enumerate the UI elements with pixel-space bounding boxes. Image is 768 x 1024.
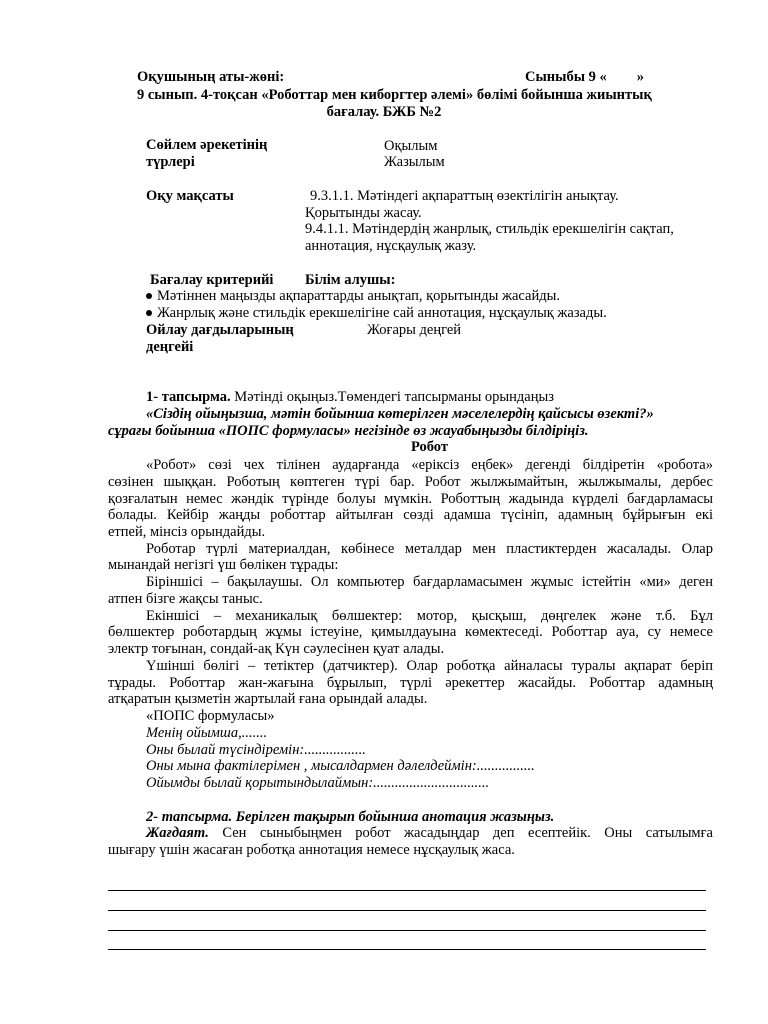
task1-heading [146, 388, 554, 406]
class-label-text: Сыныбы 9 « [525, 69, 607, 85]
text-p5-line3: атқаратын қызметін жартылай ғана орындай алады. [108, 691, 428, 707]
learning-goal-label: Оқу мақсаты [146, 188, 234, 204]
learning-goal-2a: 9.4.1.1. Мәтіндердің жанрлық, стильдік ерекшелігін сақтап, [305, 221, 674, 237]
thinking-level-label-2: деңгейі [146, 339, 194, 355]
speech-type-reading: Оқылым [384, 138, 438, 154]
answer-line[interactable] [108, 910, 706, 911]
thinking-level-label-1: Ойлау дағдыларының [146, 322, 294, 338]
page-title-line2: бағалау. БЖБ №2 [326, 104, 442, 120]
page-title-line1: 9 сынып. 4-тоқсан «Роботтар мен киборгтер әлемі» бөлімі бойынша жиынтық [137, 87, 652, 103]
learning-goal-1b: Қорытынды жасау. [305, 205, 422, 221]
criteria-item-1-text: Мәтіннен маңызды ақпараттарды анықтап, қорытынды жасайды. [157, 288, 560, 304]
learning-goal-2b: аннотация, нұсқаулық жазу. [305, 238, 477, 254]
task1-instruction: Мәтінді оқыңыз.Төмендегі тапсырманы орындаңыз [230, 389, 554, 405]
task1-label: 1- тапсырма. [146, 389, 231, 405]
class-label-close: » [636, 69, 645, 85]
text-p4-line2: бөлшектер роботардың жұмы істеуіне, қимылдауына көмектеседі. Роботтар ауа, су немесе [108, 624, 713, 640]
text-p5-line2: тұрады. Роботтар жан-жағына бұрылып, түрлі әрекеттер жасайды. Роботтар адамның [108, 675, 713, 691]
criteria-label: Бағалау критерийі [150, 272, 274, 288]
learning-goal-1a: 9.3.1.1. Мәтіндегі ақпараттың өзектілігін анықтау. [310, 188, 619, 204]
bullet-icon [146, 310, 152, 316]
task2-title: 2- тапсырма. Берілген тақырып бойынша анотация жазыңыз. [146, 809, 555, 825]
speech-types-label-1: Сөйлем әрекетінің [146, 137, 268, 153]
text-p1-line1: «Робот» сөзі чех тілінен аударғанда «еріксіз еңбек» дегенді білдіретін «робота» [146, 457, 713, 473]
learner-label: Білім алушы: [305, 272, 396, 288]
task1-question-line1: «Сіздің ойыңызша, мәтін бойынша көтерілген мәселелердің қайсысы өзекті?» [146, 406, 654, 422]
task2-situation-line1 [146, 824, 713, 842]
answer-line[interactable] [108, 949, 706, 950]
class-label [525, 68, 644, 86]
speech-types-label-2: түрлері [146, 154, 195, 170]
task1-question-line2: сұрағы бойынша «ПОПС формуласы» негізінде өз жауабыңызды білдіріңіз. [108, 423, 589, 439]
pops-line-2: Оны былай түсіндіремін:................. [146, 742, 366, 758]
answer-line[interactable] [108, 890, 706, 891]
student-name-label: Оқушының аты-жөні: [137, 69, 285, 85]
pops-title: «ПОПС формуласы» [146, 708, 275, 724]
text-p4-line1: Екіншісі – механикалық бөлшектер: мотор, қысқыш, дөңгелек және т.б. Бұл [146, 608, 713, 624]
text-p3-line1: Біріншісі – бақылаушы. Ол компьютер бағдарламасымен жұмыс істейтін «ми» деген [146, 574, 713, 590]
text-p2-line2: мынандай негізгі үш бөлікен тұрады: [108, 557, 339, 573]
text-title: Робот [411, 439, 448, 455]
text-p5-line1: Үшінші бөлігі – тетіктер (датчиктер). Олар роботқа айналасы туралы ақпарат беріп [146, 658, 713, 674]
text-p1-line2: сөзінен шыққан. Роботың көптеген түрі бар. Робот жылжымайтын, жылжымалы, дербес [108, 474, 713, 490]
pops-line-4: Ойымды былай қорытындылаймын:................................ [146, 775, 490, 791]
criteria-item-2 [146, 304, 607, 322]
situation-text-1: Сен сыныбыңмен робот жасадыңдар деп есептейік. Оны сатылымға [208, 825, 713, 841]
text-p1-line5: етпей, мінсіз орындайды. [108, 524, 266, 540]
bullet-icon [146, 293, 152, 299]
criteria-item-1 [146, 287, 560, 305]
answer-line[interactable] [108, 930, 706, 931]
text-p4-line3: электр тоғынан, сондай-ақ Күн сәулесінен қуат алады. [108, 641, 445, 657]
situation-label: Жағдаят. [146, 825, 209, 841]
speech-type-writing: Жазылым [384, 154, 445, 170]
text-p1-line3: қозғалатын немес жәндік түрінде болуы мүмкін. Роботтың жадында күрделі бағдарламасы [108, 491, 713, 507]
thinking-level-value: Жоғары деңгей [367, 322, 462, 338]
criteria-item-2-text: Жанрлық және стильдік ерекшелігіне сай аннотация, нұсқаулық жазады. [157, 305, 607, 321]
pops-line-1: Менің ойымша,....... [146, 725, 268, 741]
text-p1-line4: болады. Кейбір жаңды роботтар айтылған сөзді адамша түсініп, адамның бұйрығын екі [108, 507, 713, 523]
pops-line-3: Оны мына фактілерімен , мысалдармен дәлелдеймін:................ [146, 758, 535, 774]
text-p3-line2: атпен бізге жақсы таныс. [108, 591, 263, 607]
task2-situation-line2: шығару үшін жасаған роботқа аннотация немесе нұсқаулық жаса. [108, 842, 515, 858]
text-p2-line1: Роботар түрлі материалдан, көбінесе металдар мен пластиктерден жасалады. Олар [146, 541, 713, 557]
